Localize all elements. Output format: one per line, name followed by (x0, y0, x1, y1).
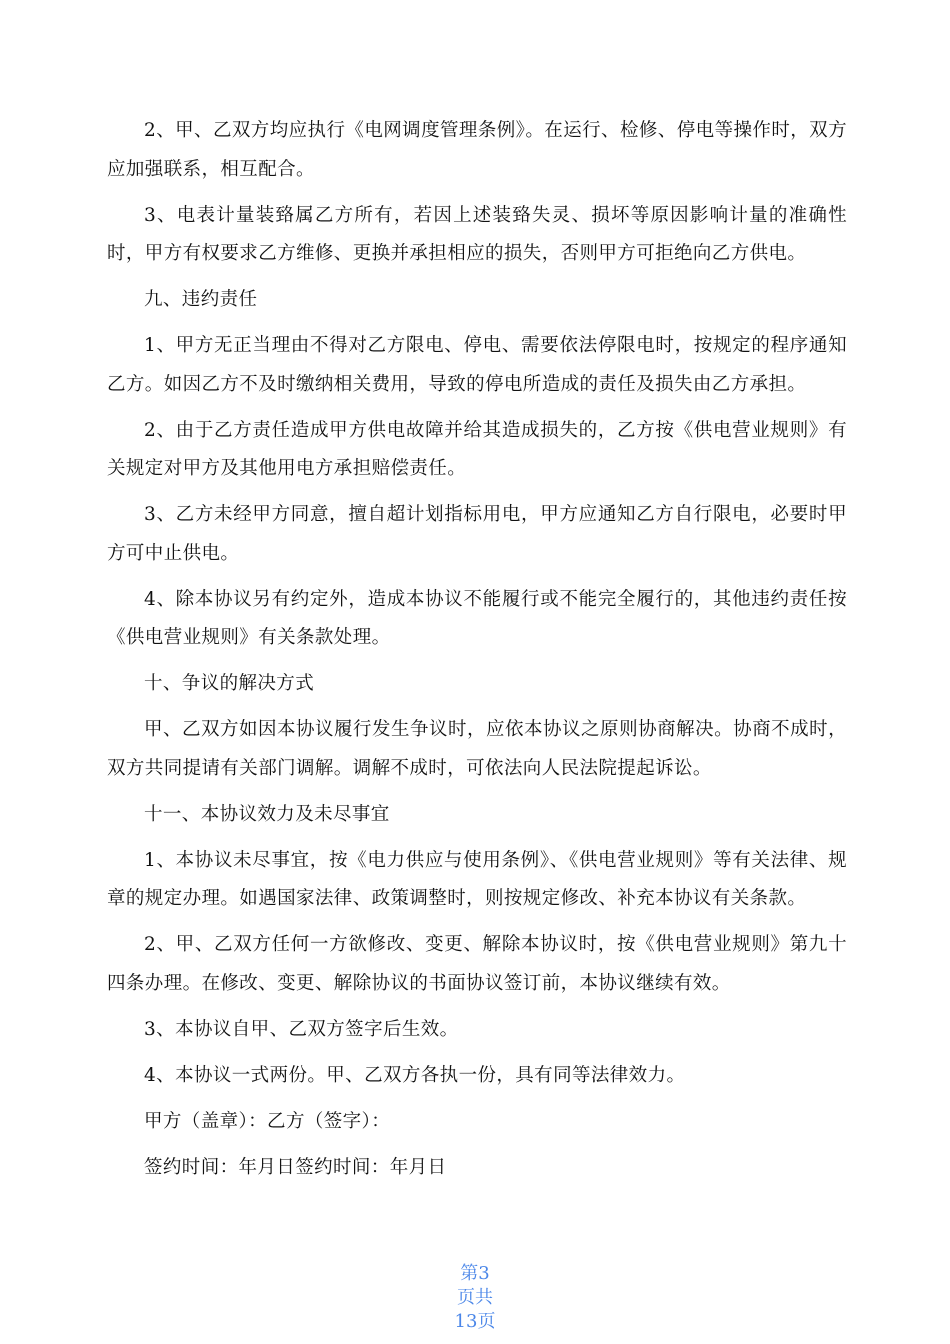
paragraph-dispatch-rules: 2、甲、乙双方均应执行《电网调度管理条例》。在运行、检修、停电等操作时，双方应加强联系，相互配合。 (107, 120, 847, 180)
paragraph-breach-4: 4、除本协议另有约定外，造成本协议不能履行或不能完全履行的，其他违约责任按《供电营业规则》有关条款处理。 (107, 588, 847, 648)
paragraph-breach-1: 1、甲方无正当理由不得对乙方限电、停电、需要依法停限电时，按规定的程序通知乙方。如因乙方不及时缴纳相关费用，导致的停电所造成的责任及损失由乙方承担。 (107, 335, 847, 395)
document-body (107, 112, 847, 1195)
paragraph-breach-2: 2、由于乙方责任造成甲方供电故障并给其造成损失的，乙方按《供电营业规则》有关规定对甲方及其他用电方承担赔偿责任。 (107, 419, 847, 479)
paragraph-validity-2: 2、甲、乙双方任何一方欲修改、变更、解除本协议时，按《供电营业规则》第九十四条办理。在修改、变更、解除协议的书面协议签订前，本协议继续有效。 (107, 934, 847, 994)
paragraph-meter-ownership: 3、电表计量装臵属乙方所有，若因上述装臵失灵、损坏等原因影响计量的准确性时，甲方有权要求乙方维修、更换并承担相应的损失，否则甲方可拒绝向乙方供电。 (107, 204, 847, 264)
paragraph-validity-4: 4、本协议一式两份。甲、乙双方各执一份，具有同等法律效力。 (144, 1064, 686, 1086)
paragraph-breach-3: 3、乙方未经甲方同意，擅自超计划指标用电，甲方应通知乙方自行限电，必要时甲方可中止供电。 (107, 504, 847, 564)
section-heading-breach: 九、违约责任 (144, 289, 258, 310)
signature-dates: 签约时间：年月日签约时间：年月日 (144, 1156, 447, 1178)
page-number-line-1: 第3 (460, 1263, 490, 1284)
page-number-line-3: 13页 (454, 1311, 496, 1332)
paragraph-validity-1: 1、本协议未尽事宜，按《电力供应与使用条例》、《供电营业规则》等有关法律、规章的规定办理。如遇国家法律、政策调整时，则按规定修改、补充本协议有关条款。 (107, 849, 847, 909)
paragraph-validity-3: 3、本协议自甲、乙双方签字后生效。 (144, 1018, 459, 1040)
paragraph-disputes: 甲、乙双方如因本协议履行发生争议时，应依本协议之原则协商解决。协商不成时，双方共同提请有关部门调解。调解不成时，可依法向人民法院提起诉讼。 (107, 719, 847, 779)
page-number-line-2: 页共 (457, 1287, 493, 1308)
section-heading-disputes: 十、争议的解决方式 (144, 673, 315, 694)
signature-parties: 甲方（盖章）：乙方（签字）： (144, 1110, 391, 1132)
section-heading-validity: 十一、本协议效力及未尽事宜 (144, 803, 390, 825)
page-number (0, 1262, 950, 1334)
